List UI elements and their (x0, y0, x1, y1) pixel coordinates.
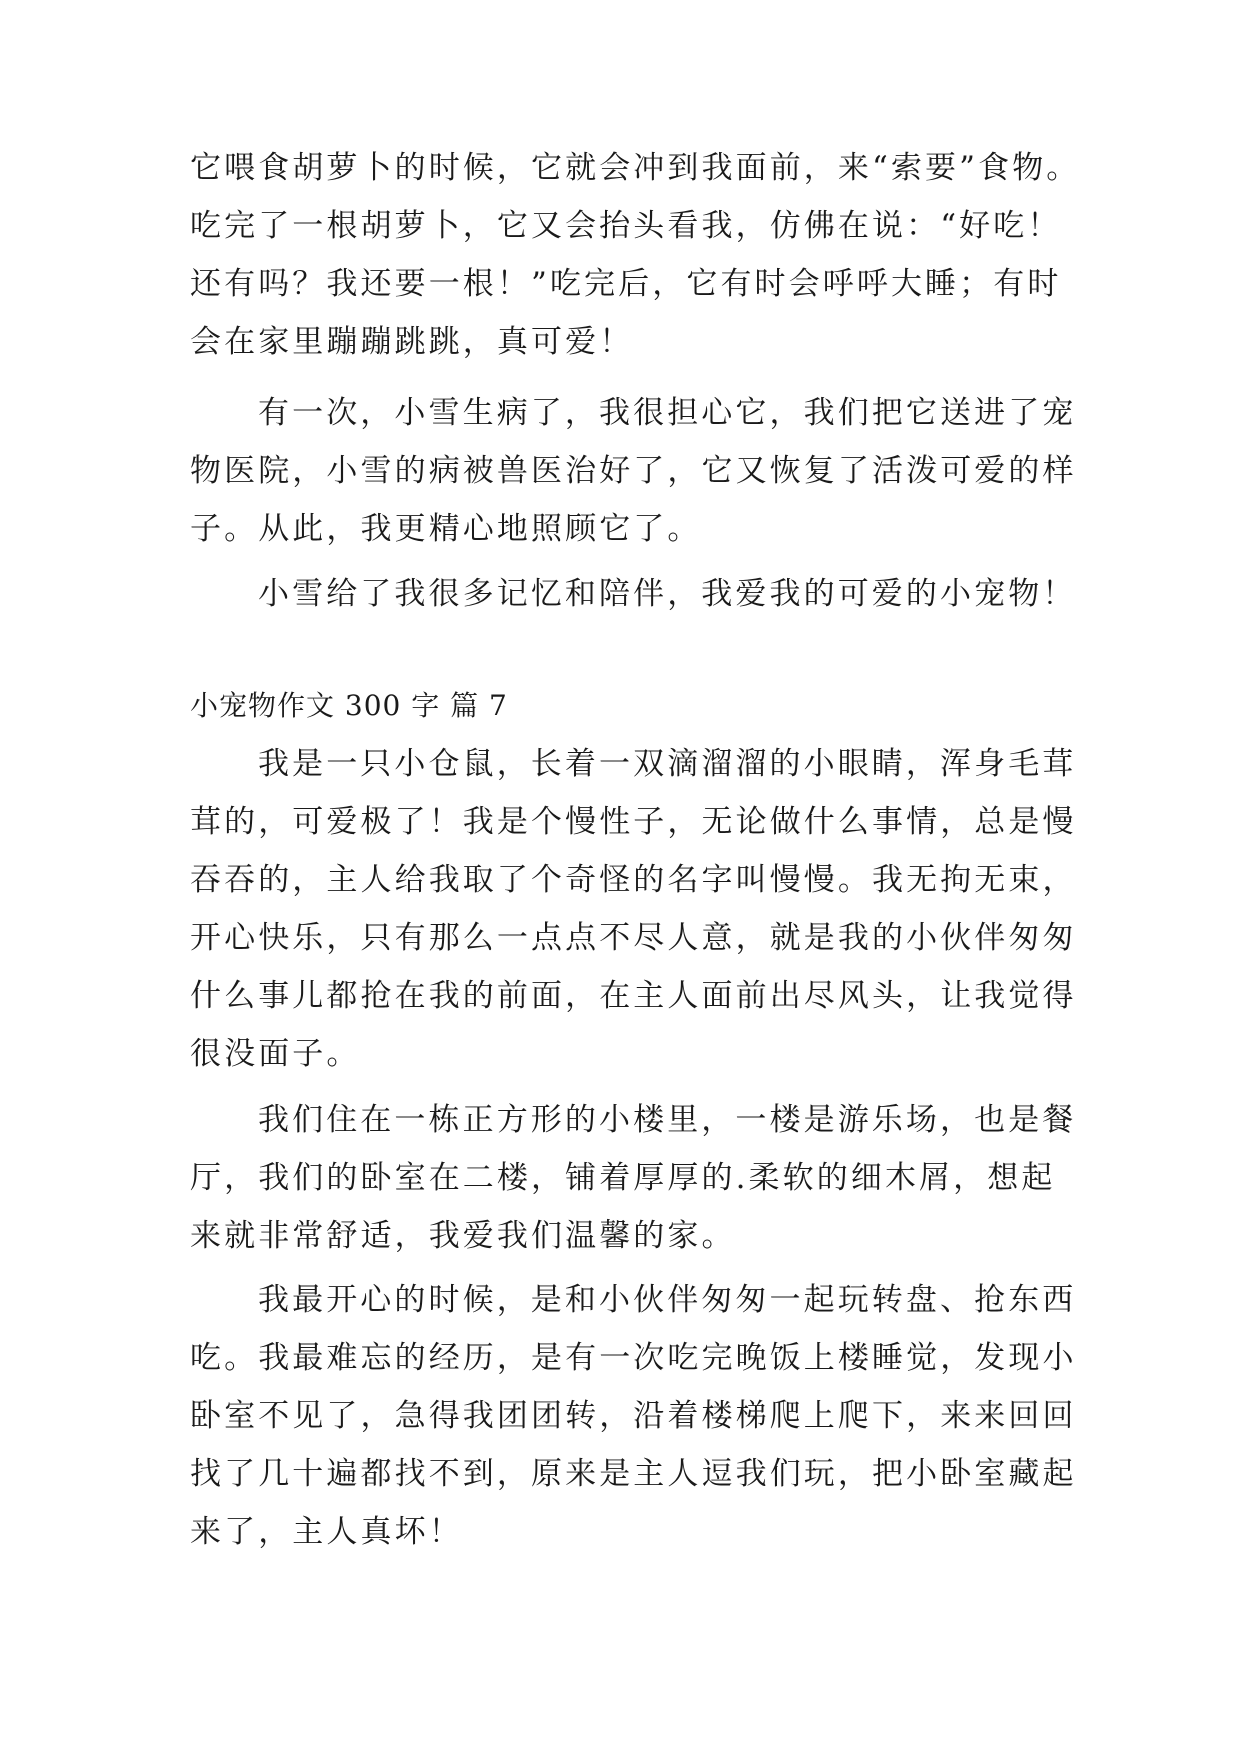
section-heading: 小宠物作文 300 字 篇 7 (190, 689, 508, 722)
text-line: 物医院，小雪的病被兽医治好了，它又恢复了活泼可爱的样 (190, 453, 1077, 489)
text-line: 什么事儿都抢在我的前面，在主人面前出尽风头，让我觉得 (190, 978, 1077, 1014)
text-line: 卧室不见了，急得我团团转，沿着楼梯爬上爬下，来来回回 (190, 1398, 1077, 1434)
paragraph-first-line: 小雪给了我很多记忆和陪伴，我爱我的可爱的小宠物！ (258, 576, 1077, 612)
text-line: 吞吞的，主人给我取了个奇怪的名字叫慢慢。我无拘无束， (190, 862, 1077, 898)
text-line: 茸的，可爱极了！我是个慢性子，无论做什么事情，总是慢 (190, 804, 1077, 840)
text-line: 子。从此，我更精心地照顾它了。 (190, 511, 702, 547)
text-line: 来就非常舒适，我爱我们温馨的家。 (190, 1218, 736, 1254)
text-line: 找了几十遍都找不到，原来是主人逗我们玩，把小卧室藏起 (190, 1456, 1077, 1492)
text-line: 会在家里蹦蹦跳跳，真可爱！ (190, 324, 634, 360)
text-line: 吃完了一根胡萝卜，它又会抬头看我，仿佛在说：“好吃！ (190, 208, 1062, 244)
paragraph-first-line: 我最开心的时候，是和小伙伴匆匆一起玩转盘、抢东西 (258, 1282, 1077, 1318)
text-line: 厅，我们的卧室在二楼，铺着厚厚的.柔软的细木屑，想起 (190, 1160, 1056, 1196)
text-line: 它喂食胡萝卜的时候，它就会冲到我面前，来“索要”食物。 (190, 150, 1081, 186)
text-line: 还有吗？我还要一根！”吃完后，它有时会呼呼大睡；有时 (190, 266, 1062, 302)
text-line: 吃。我最难忘的经历，是有一次吃完晚饭上楼睡觉，发现小 (190, 1340, 1077, 1376)
text-line: 来了，主人真坏！ (190, 1514, 463, 1550)
paragraph-first-line: 我是一只小仓鼠，长着一双滴溜溜的小眼睛，浑身毛茸 (258, 746, 1077, 782)
paragraph-first-line: 有一次，小雪生病了，我很担心它，我们把它送进了宠 (258, 395, 1077, 431)
text-line: 很没面子。 (190, 1036, 361, 1072)
text-line: 开心快乐，只有那么一点点不尽人意，就是我的小伙伴匆匆 (190, 920, 1077, 956)
paragraph-first-line: 我们住在一栋正方形的小楼里，一楼是游乐场，也是餐 (258, 1102, 1077, 1138)
